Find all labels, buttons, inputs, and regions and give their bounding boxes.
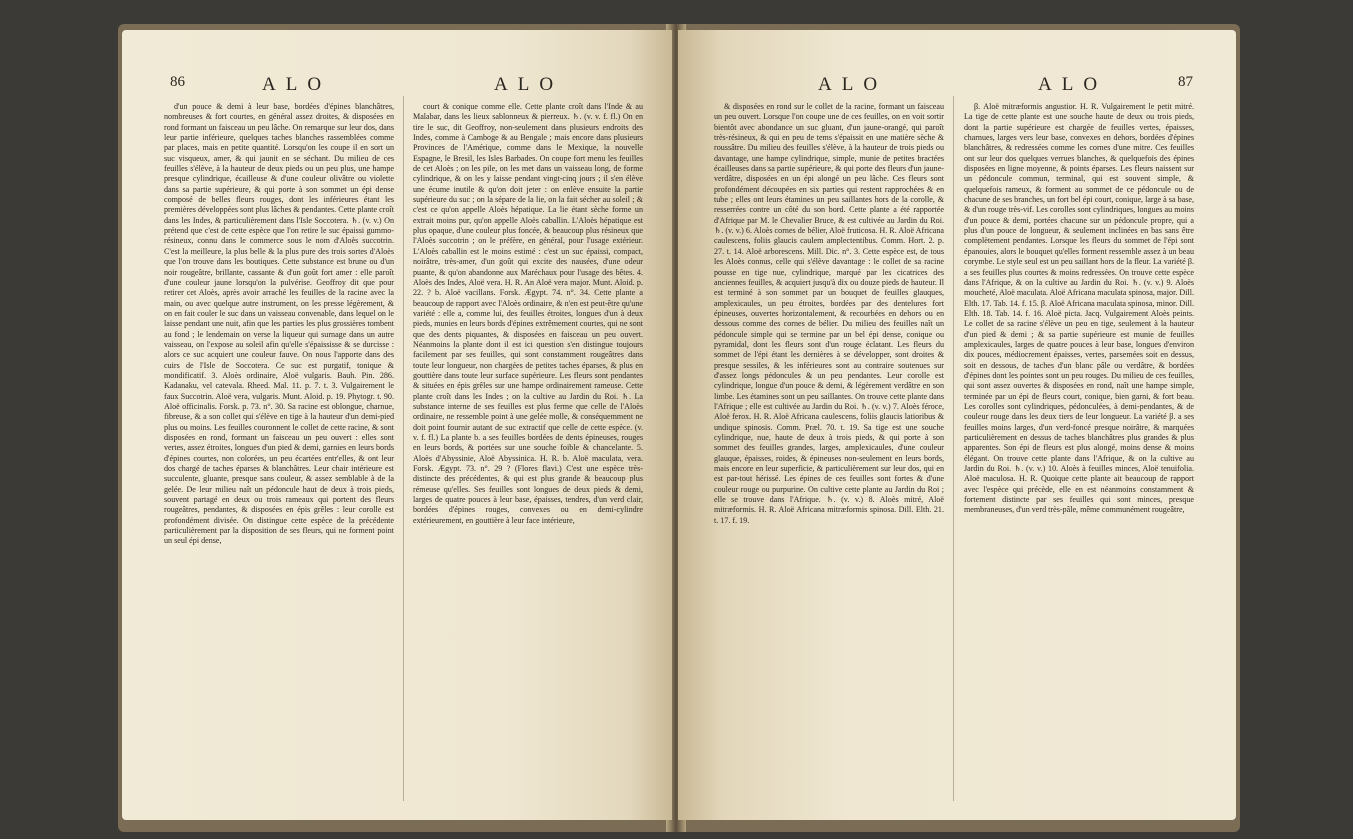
- left-page-column-2: [413, 102, 643, 802]
- left-column-divider: [403, 96, 404, 801]
- left-running-head-right: ALO: [494, 74, 564, 95]
- left-running-head-left: ALO: [262, 74, 332, 95]
- right-running-head-left: ALO: [818, 74, 888, 95]
- right-page-column-1: [714, 102, 944, 802]
- open-book: [118, 24, 1240, 832]
- left-page: [122, 30, 672, 820]
- right-column-1-text: & disposées en rond sur le collet de la racine, formant un faisceau un peu ouvert. Lorsque l'on coupe une de ces feuilles, on en voit sortir bientôt avec abondance un suc gluant, d'un jaune-orangé, qui paroît très-résineux, & qui en peu de tems s'épaissit en une matière sèche & roussâtre. Du milieu des feuilles s'élève, à la hauteur de trois pieds ou davantage, une hampe cylindrique, simple, munie de petites bractées écailleuses dans sa partie supérieure, & qui porte des fleurs d'un jaune-verdâtre, disposées en un épi alongé un peu lâche. Ces fleurs sont profondément découpées en six parties qui restent rapprochées & en tube ; elles ont leurs étamines un peu saillantes hors de la corolle, & resserrées contre un côté du son bord. Cette plante a été rapportée d'Afrique par M. le Chevalier Bruce, & est cultivée au Jardin du Roi. ♄. (v. v.) 6. Aloès cornes de bélier, Aloë fruticosa. H. R. Aloë Africana caulescens, foliis glaucis caulem amplectentibus. Comm. Hort. 2. p. 27. t. 14. Aloë arborescens. Mill. Dic. n°. 3. Cette espèce est, de tous les Aloès connus, celle qui s'élève davantage : le collet de sa racine pousse en tige nue, cylindrique, marqué par les cicatrices des anciennes feuilles, & acquiert jusqu'à dix ou douze pieds de hauteur. Il est terminé à son sommet par un bouquet de feuilles glauques, amplexicaules, un peu étroites, bordées par des dentelures fort épineuses, ouvertes horizontalement, & recourbées en dehors ou en dessous comme des cornes de bélier. Du milieu des feuilles naît un pédoncule simple qui se termine par un bel épi dense, conique ou pyramidal, dont les fleurs sont d'un rouge éclatant. Les fleurs du sommet de l'épi étant les dernières à se développer, sont droites & presque sessiles, & les inférieures sont au contraire soutenues sur d'assez longs pédoncules & un peu pendantes. Leur corolle est cylindrique, longue d'un pouce & demi, & légèrement verdâtre en son limbe. Les étamines sont un peu saillantes. On trouve cette plante dans l'Afrique ; elle est cultivée au Jardin du Roi. ♄. (v. v.) 7. Aloès féroce, Aloë ferox. H. R. Aloë Africana caulescens, foliis glaucis latioribus & undique spinosis. Comm. Præl. 70. t. 19. Sa tige est une souche cylindrique, nue, haute de deux à trois pieds, & qui porte à son sommet des feuilles grandes, larges, amplexicaules, d'une couleur glauque, épaisses, roides, & épineuses non-seulement en leurs bords, mais encore en leur superficie, & particulièrement sur leur dos, qui en est par-tout hérissé. Les épines de ces feuilles sont fortes & d'une couleur rouge ou purpurine. On cultive cette plante au Jardin du Roi ; elle se trouve dans l'Afrique. ♄. (v. v.) 8. Aloès mitré, Aloë mitræformis. H. R. Aloë Africana mitræformis spinosa. Dill. Elth. 21. t. 17. f. 19.: [714, 102, 944, 525]
- right-running-head-right: ALO: [1038, 74, 1108, 95]
- left-column-1-text: d'un pouce & demi à leur base, bordées d'épines blanchâtres, nombreuses & fort courtes, en général assez droites, & disposées en rond formant un faisceau un peu lâche. On remarque sur leur dos, dans leur partie inférieure, quelques taches blanches rassemblées comme par places, mais en petite quantité. Lorsqu'on les coupe il en sort un suc visqueux, amer, & qui jaunit en se séchant. Du milieu de ces feuilles s'élève, à la hauteur de deux pieds ou un peu plus, une hampe presque cylindrique, écailleuse & d'une couleur olivâtre ou violette dans sa partie supérieure, & qui porte à son sommet un épi dense composé de belles fleurs rouges, dont les inférieures étant les premières développées sont plus lâches & pendantes. Cette plante croît dans les Indes, & particulièrement dans l'Isle Soccotera. ♄. (v. v.) On prétend que c'est de cette espèce que l'on retire le suc épaissi gummo-résineux, connu dans le commerce sous le nom d'Aloès succotrin. C'est la meilleure, la plus belle & la plus pure des trois sortes d'Aloès que l'on trouve dans les boutiques. Cette substance est brune ou d'un noir rougeâtre, brillante, cassante & d'un goût fort amer : elle paroît d'une couleur jaune lorsqu'on la pulvérise. Geoffroy dit que pour retirer cet Aloès, après avoir arraché les feuilles de la racine avec la main, ou avec quelque autre instrument, on les presse légèrement, & on en fait couler le suc dans un vaisseau convenable, dans lequel on le laisse pendant une nuit, afin que les parties les plus grossières tombent au fond ; le lendemain on verse la liqueur qui surnage dans un autre vaisseau, on l'expose au soleil afin qu'elle s'épaississe & se durcisse : alors ce suc acquiert une couleur fauve. On nous l'apporte dans des cuirs de l'Isle de Soccotera. Ce suc est purgatif, tonique & mondificatif. 3. Aloès ordinaire, Aloë vulgaris. Bauh. Pin. 286. Kadanaku, vel catevala. Rheed. Mal. 11. p. 7. t. 3. Vulgairement le faux Succotrin. Aloë vera, vulgaris. Munt. Aloid. p. 19. Phytogr. t. 90. Aloë officinalis. Forsk. p. 73. n°. 30. Sa racine est oblongue, charnue, fibreuse, & a son collet qui s'élève en tige à la hauteur d'un demi-pied plus ou moins. Les feuilles couronnent le collet de cette racine, & sont disposées en rond, formant un faisceau un peu ouvert : elles sont vertes, assez étroites, longues d'un pied & demi, garnies en leurs bords d'épines courtes, non colorées, un peu écartées entr'elles, & ont leur dos chargé de taches éparses & blanchâtres. Leur chair intérieure est succulente, gluante, presque sans couleur, & assez semblable à de la gelée. De leur milieu naît un pédoncule haut de deux à trois pieds, souvent partagé en deux ou trois rameaux qui portent des fleurs rougeâtres, pendantes, & disposées en épis grêles : leur corolle est profondément divisée. On distingue cette espèce de la précédente particulièrement par la disposition de ses fleurs, qui ne forment point un seul épi dense,: [164, 102, 394, 546]
- right-page: [678, 30, 1236, 820]
- right-column-2-text: β. Aloë mitræformis angustior. H. R. Vulgairement le petit mitré. La tige de cette plante est une souche haute de deux ou trois pieds, dont la partie supérieure est chargée de feuilles vertes, épaisses, charnues, larges vers leur base, convexes en dehors, bordées d'épines blanchâtres, & redressées comme les cornes d'une mitre. Ces feuilles ont sur leur dos quelques verrues blanches, & quelquefois des épines disposées en ligne moyenne, & points éparses. Les fleurs naissent sur un pédoncule commun, terminal, qui est souvent simple, & quelquefois rameux, & forment au sommet de ce pédoncule ou de chacune de ses branches, un fort bel épi court, conique, large à sa base, & d'un rouge très-vif. Les corolles sont cylindriques, longues au moins d'un pouce & demi, portées chacune sur un pédoncule propre, qui a plus d'un pouce de longueur, & seulement inclinées en bas sans être complètement pendantes. Lorsque les fleurs du sommet de l'épi sont épanouies, alors le bouquet qu'elles forment ressemble assez à un beau corymbe. Le style seul est un peu saillant hors de la fleur. La variété β. a ses feuilles plus courtes & moins redressées. On trouve cette espèce dans l'Afrique, & on la cultive au Jardin du Roi. ♄. (v. v.) 9. Aloès moucheté, Aloë maculata. Aloë Africana maculata spinosa, major. Dill. Elth. 17. Tab. 14. f. 15. β. Aloë Africana maculata spinosa, minor. Dill. Elth. 18. Tab. 14. f. 16. Aloë picta. Jacq. Vulgairement Aloès peints. Le collet de sa racine s'élève un peu en tige, seulement à la hauteur d'un pied & demi ; & sa partie supérieure est munie de feuilles amplexicaules, larges de quatre pouces à leur base, longues d'environ dix pouces, médiocrement épaisses, vertes, parsemées soit en dessus, soit en dessous, de taches d'un blanc pâle ou verdâtre, & bordées d'épines dont les pointes sont un peu rouges. Du milieu de ces feuilles, qui sont assez ouvertes & disposées en rond, naît une hampe simple, terminée par un épi de fleurs court, conique, bien garni, & fort beau. Les corolles sont cylindriques, pédonculées, à demi-pendantes, & de couleur rouge dans les deux tiers de leur longueur. La variété β. a ses feuilles moins larges, d'un verd-foncé presque noirâtre, & marquées particulièrement en dessus de taches blanchâtres plus grandes & plus apparentes. Son épi de fleurs est plus alongé, moins dense & moins élégant. On trouve cette plante dans l'Afrique, & on la cultive au Jardin du Roi. ♄. (v. v.) 10. Aloès à feuilles minces, Aloë tenuifolia. Aloë maculosa. H. R. Quoique cette plante ait beaucoup de rapport avec l'espèce qui précède, elle en est néanmoins constamment & fortement distincte par ses feuilles qui sont minces, presque membraneuses, d'un verd très-pâle, même communément rougeâtre,: [964, 102, 1194, 515]
- left-page-number: 86: [170, 74, 185, 90]
- right-page-number: 87: [1178, 74, 1193, 90]
- left-page-column-1: [164, 102, 394, 802]
- right-column-divider: [953, 96, 954, 801]
- right-page-column-2: [964, 102, 1194, 802]
- left-column-2-text: court & conique comme elle. Cette plante croît dans l'Inde & au Malabar, dans les lieux sablonneux & pierreux. ♄. (v. v. f. fl.) On en tire le suc, dit Geoffroy, non-seulement dans plusieurs endroits des Indes, comme à Camboge & au Bengale ; mais encore dans plusieurs Provinces de l'Amérique, comme dans le Mexique, la nouvelle Espagne, le Bresil, les Isles Barbades. On coupe fort menu les feuilles de cet Aloès ; on les pile, on les met dans un vaisseau long, de forme cylindrique, & on les y laisse pendant vingt-cinq jours ; il s'en élève une écume inutile & qu'on doit jeter : on enlève ensuite la partie supérieure du suc ; on la sépare de la lie, on la fait sécher au soleil ; & c'est ce qu'on appelle Aloès hépatique. La lie étant sèche forme un extrait moins pur, qu'on appelle Aloès caballin. L'Aloès hépatique est plus opaque, d'une couleur plus foncée, & beaucoup plus résineux que l'Aloès succotrin ; on le préfère, en général, pour l'usage extérieur. L'Aloès caballin est le moins estimé : c'est un suc épaissi, compact, noirâtre, très-amer, d'un goût qui excite des nausées, d'une odeur puante, & qu'on abandonne aux Maréchaux pour l'usage des bêtes. 4. Aloès des Indes, Aloë vera. H. R. An Aloë vera major. Munt. Aloid. p. 22. ? b. Aloë vacillans. Forsk. Ægypt. 74. n°. 34. Cette plante a beaucoup de rapport avec l'Aloès ordinaire, & n'en est peut-être qu'une variété : elle a, comme lui, des feuilles étroites, longues d'un à deux pieds, munies en leurs bords d'épines extrêmement courtes, qui ne sont que des dents piquantes, & disposées en faisceau un peu ouvert. Néanmoins la plante dont il est ici question s'en distingue toujours facilement par ses feuilles, qui sont constamment rougeâtres dans toute leur longueur, non chargées de petites taches éparses, & plus en gouttière dans toute leur surface supérieure. Les fleurs sont pendantes & situées en épis grêles sur une hampe ordinairement rameuse. Cette plante croît dans les Indes ; on la cultive au Jardin du Roi. ♄. La substance interne de ses feuilles est plus ferme que celle de l'Aloès ordinaire, ne ressemble point à une gelée molle, & conséquemment ne doit point fournir autant de suc extractif que celle de cette espèce. (v. v. f. fl.) La plante b. a ses feuilles bordées de dents épineuses, rouges en leurs bords, & portées sur une souche foible & chancelante. 5. Aloès d'Abyssinie, Aloë Abyssinica. H. R. b. Aloë maculata, vera. Forsk. Ægypt. 73. n°. 29 ? (Flores flavi.) C'est une espèce très-distincte des précédentes, & qui est plus grande & beaucoup plus rémeuse qu'elles. Ses feuilles sont longues de deux pieds & demi, larges de quatre pouces à leur base, épaisses, tendres, d'un verd clair, bordées d'épines rouges, convexes ou en demi-cylindre extérieurement, en gouttière à leur face intérieure,: [413, 102, 643, 525]
